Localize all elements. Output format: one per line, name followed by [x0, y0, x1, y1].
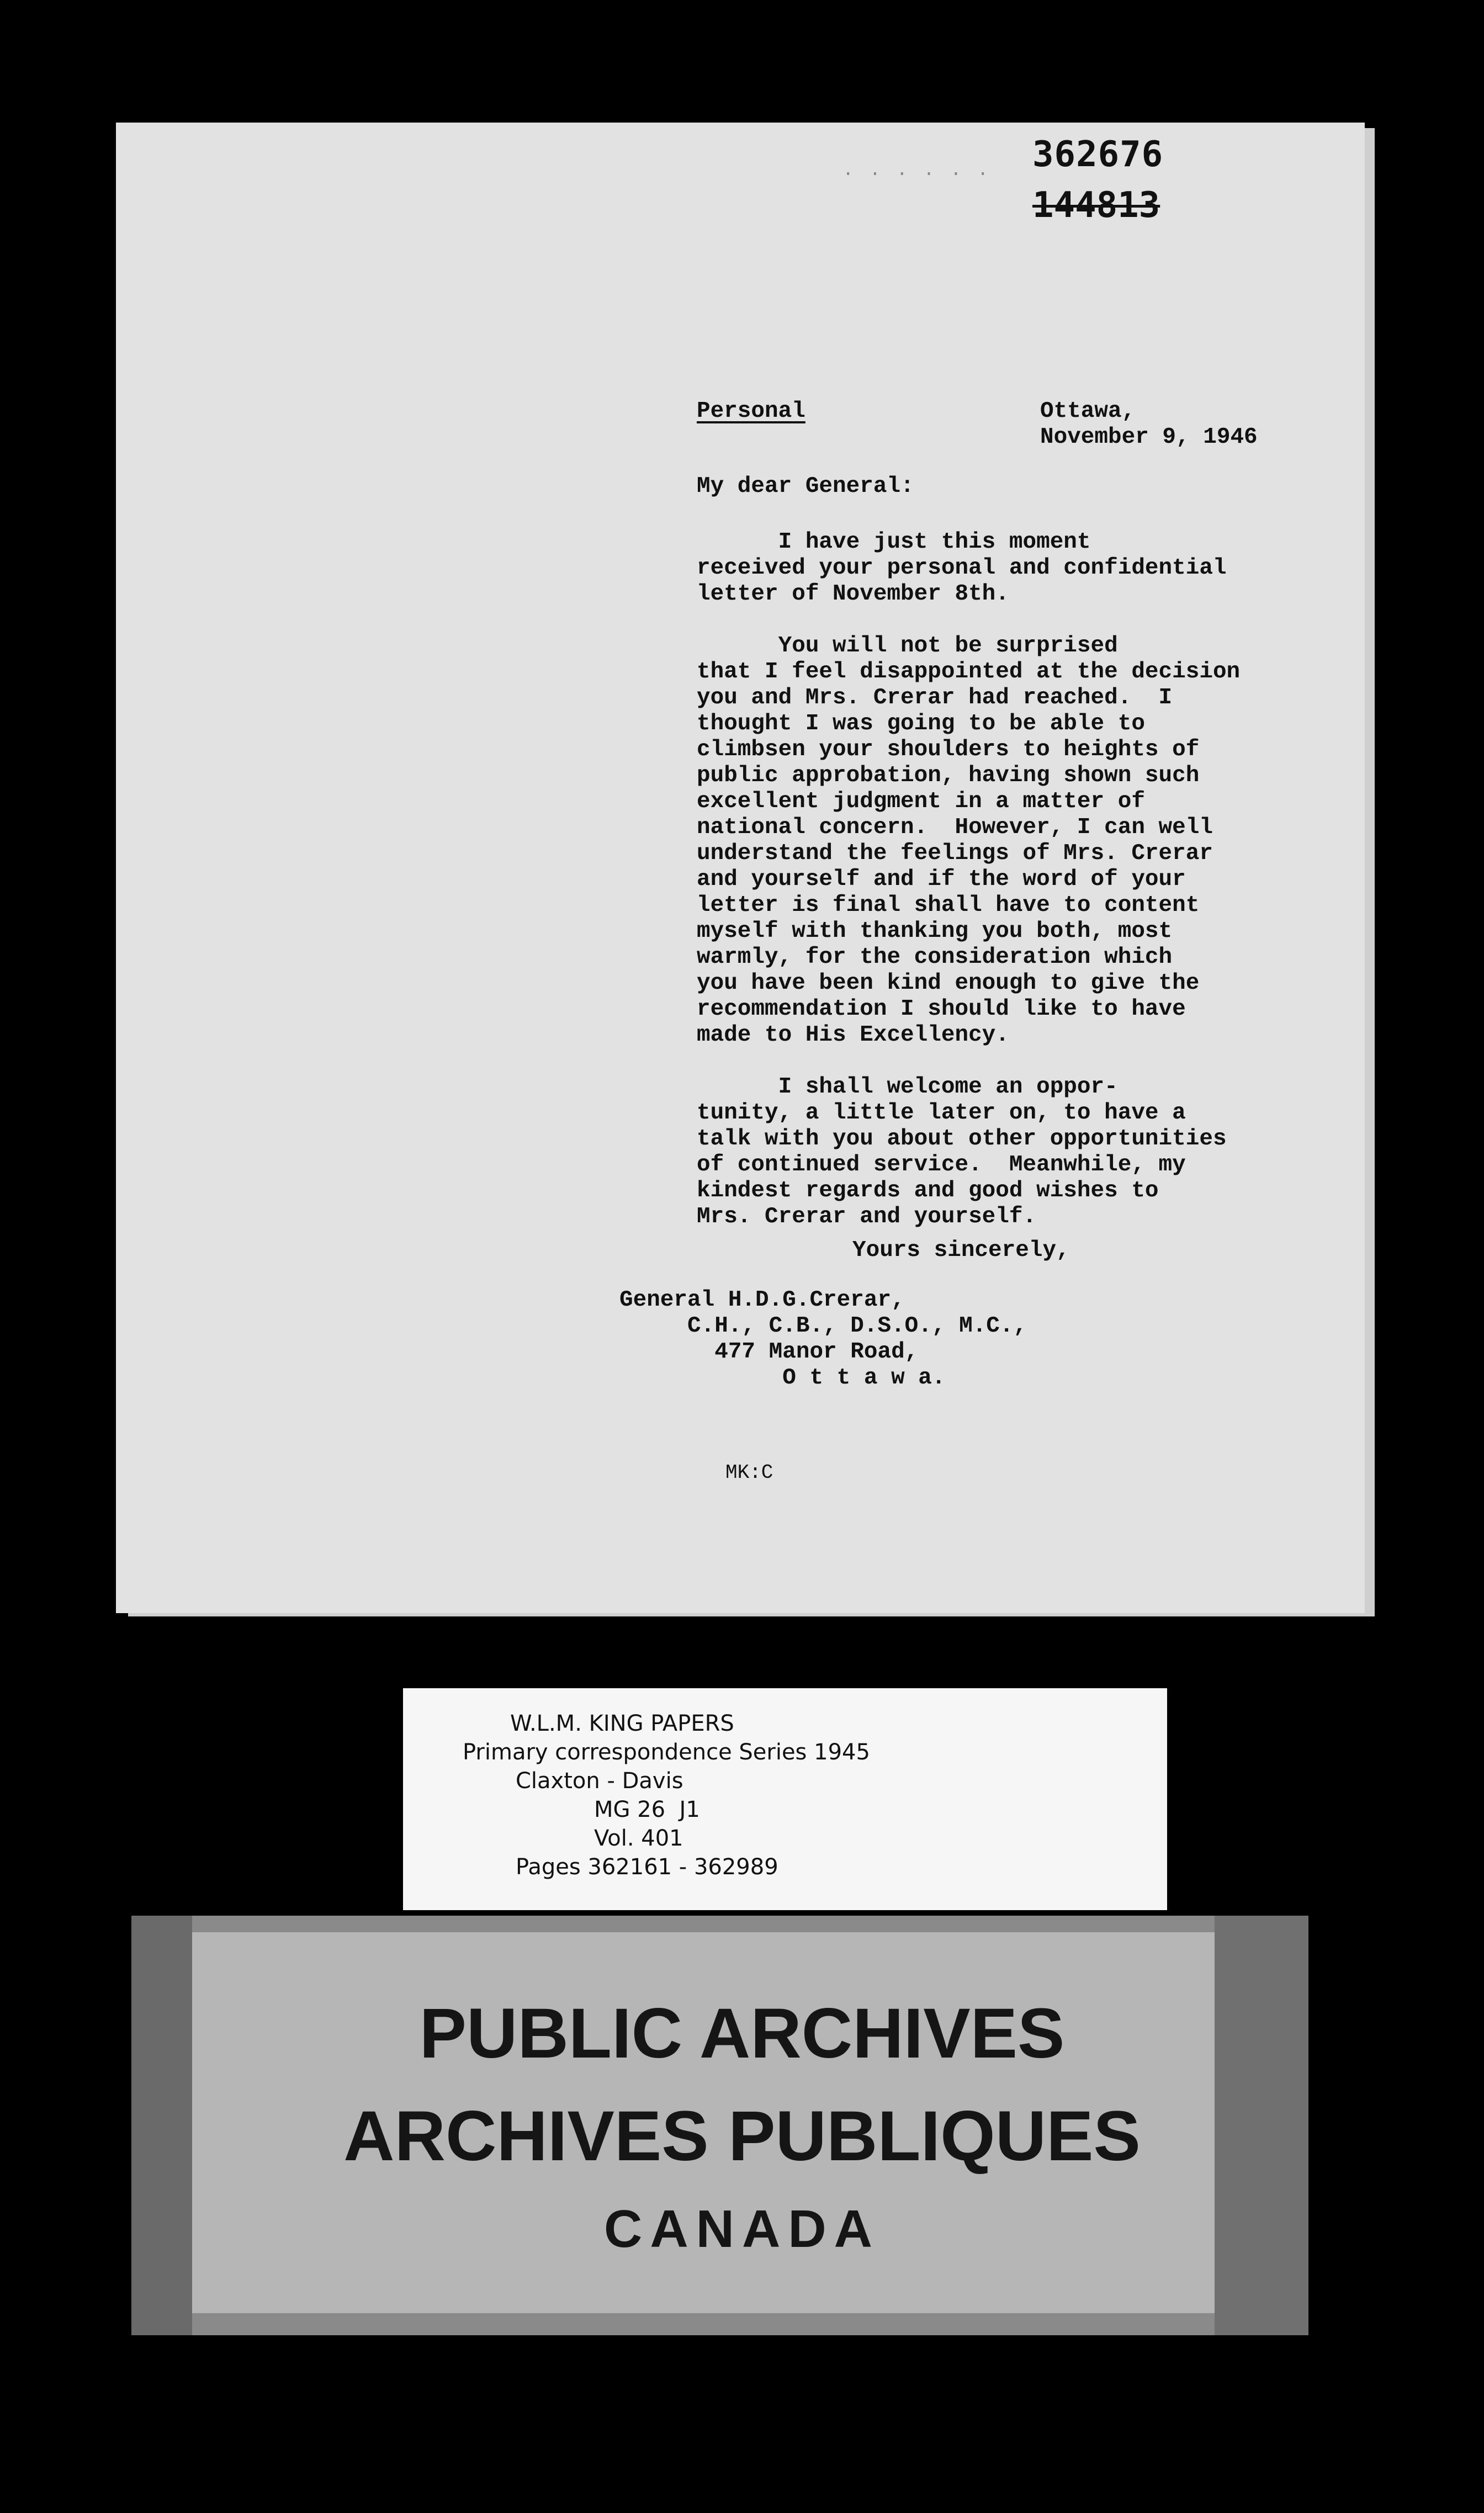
catalog-line-series: Primary correspondence Series 1945 — [463, 1740, 870, 1765]
date-line-city: Ottawa, — [1040, 399, 1136, 424]
body-line: recommendation I should like to have — [697, 996, 1186, 1022]
date-block — [1040, 399, 1258, 450]
body-line: that I feel disappointed at the decision — [697, 659, 1241, 685]
document-number: 362676 — [1032, 134, 1164, 175]
body-line: You will not be surprised — [697, 633, 1118, 659]
address-line: General H.D.G.Crerar, — [619, 1287, 905, 1313]
old-document-number: 144813 — [1032, 185, 1160, 226]
body-line: public approbation, having shown such — [697, 763, 1200, 788]
body-line: national concern. However, I can well — [697, 815, 1213, 840]
catalog-line-range: Claxton - Davis — [516, 1768, 683, 1794]
body-line: myself with thanking you both, most — [697, 919, 1173, 944]
reference-initials: MK:C — [725, 1461, 773, 1484]
catalog-line-pages: Pages 362161 - 362989 — [516, 1854, 778, 1880]
letter-body — [697, 529, 1240, 1230]
catalog-line-volume: Vol. 401 — [594, 1826, 683, 1851]
body-line: understand the feelings of Mrs. Crerar — [697, 841, 1213, 866]
body-line: letter of November 8th. — [697, 581, 1009, 607]
salutation: My dear General: — [697, 474, 914, 499]
address-line: 477 Manor Road, — [619, 1339, 919, 1365]
body-line: excellent judgment in a matter of — [697, 789, 1145, 814]
body-line: warmly, for the consideration which — [697, 945, 1173, 970]
body-line: letter is final shall have to content — [697, 893, 1200, 918]
body-line: Mrs. Crerar and yourself. — [697, 1204, 1037, 1229]
body-line: and yourself and if the word of your — [697, 867, 1186, 892]
body-line: received your personal and confidential — [697, 555, 1227, 581]
closing: Yours sincerely, — [852, 1238, 1070, 1263]
faint-pencil-mark: . . . . . . — [842, 160, 991, 181]
body-line: tunity, a little later on, to have a — [697, 1100, 1186, 1126]
letter-page — [116, 123, 1365, 1613]
catalog-line-mg: MG 26 J1 — [594, 1797, 700, 1822]
personal-heading: Personal — [697, 399, 805, 424]
body-line: you have been kind enough to give the — [697, 971, 1200, 996]
recipient-address — [619, 1287, 1027, 1391]
body-line: kindest regards and good wishes to — [697, 1178, 1159, 1204]
address-line: C.H., C.B., D.S.O., M.C., — [619, 1313, 1027, 1339]
catalog-line-collection: W.L.M. KING PAPERS — [510, 1711, 734, 1736]
body-line: thought I was going to be able to — [697, 711, 1145, 736]
body-line: climbsen your shoulders to heights of — [697, 737, 1200, 762]
body-line — [697, 1048, 1240, 1074]
stamp-public-archives: PUBLIC ARCHIVES — [419, 1994, 1065, 2073]
stamp-archives-publiques: ARCHIVES PUBLIQUES — [343, 2097, 1141, 2176]
date-line-date: November 9, 1946 — [1040, 425, 1258, 450]
address-line: O t t a w a. — [619, 1365, 946, 1391]
body-line: I shall welcome an oppor- — [697, 1074, 1118, 1100]
stamp-canada: CANADA — [604, 2199, 880, 2258]
body-line: of continued service. Meanwhile, my — [697, 1152, 1186, 1178]
body-line: talk with you about other opportunities — [697, 1126, 1227, 1152]
body-line — [697, 607, 1240, 633]
body-line: made to His Excellency. — [697, 1022, 1009, 1048]
body-line: you and Mrs. Crerar had reached. I — [697, 685, 1173, 711]
catalog-label — [403, 1688, 1167, 1910]
body-line: I have just this moment — [697, 529, 1091, 555]
